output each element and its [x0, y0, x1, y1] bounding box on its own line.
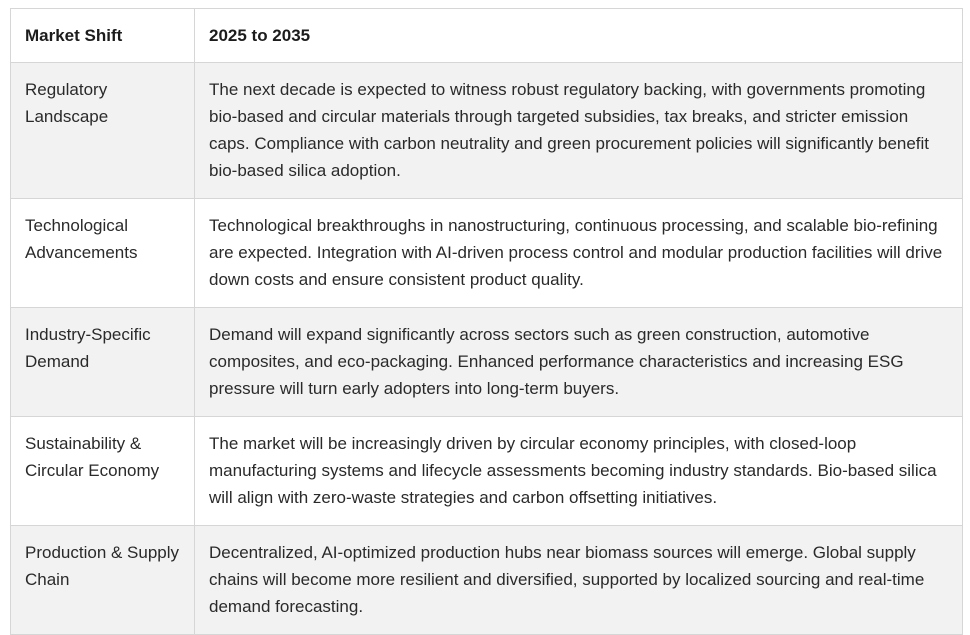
table-row [11, 199, 963, 308]
market-shift-table-container [10, 8, 962, 635]
table-row [11, 308, 963, 417]
row-label-cell: Technological Advancements [11, 199, 195, 308]
row-description-cell: Decentralized, AI-optimized production hubs near biomass sources will emerge. Global supply chains will become more resilient and diversified, supported by localized sourcing and real-time demand forecasting. [195, 526, 963, 635]
table-row [11, 526, 963, 635]
row-label-cell: Production & Supply Chain [11, 526, 195, 635]
column-header-market-shift: Market Shift [11, 9, 195, 63]
table-header-row [11, 9, 963, 63]
row-label-cell: Regulatory Landscape [11, 63, 195, 199]
market-shift-table [10, 8, 963, 635]
column-header-period: 2025 to 2035 [195, 9, 963, 63]
row-description-cell: The next decade is expected to witness robust regulatory backing, with governments promoting bio-based and circular materials through targeted subsidies, tax breaks, and stricter emission caps. Compliance with carbon neutrality and green procurement policies will significantly benefit bio-based silica adoption. [195, 63, 963, 199]
row-description-cell: The market will be increasingly driven by circular economy principles, with closed-loop manufacturing systems and lifecycle assessments becoming industry standards. Bio-based silica will align with zero-waste strategies and carbon offsetting initiatives. [195, 417, 963, 526]
row-description-cell: Technological breakthroughs in nanostructuring, continuous processing, and scalable bio-refining are expected. Integration with AI-driven process control and modular production facilities will drive down costs and ensure consistent product quality. [195, 199, 963, 308]
row-description-cell: Demand will expand significantly across sectors such as green construction, automotive composites, and eco-packaging. Enhanced performance characteristics and increasing ESG pressure will turn early adopters into long-term buyers. [195, 308, 963, 417]
row-label-cell: Sustainability & Circular Economy [11, 417, 195, 526]
table-row [11, 417, 963, 526]
row-label-cell: Industry-Specific Demand [11, 308, 195, 417]
table-row [11, 63, 963, 199]
